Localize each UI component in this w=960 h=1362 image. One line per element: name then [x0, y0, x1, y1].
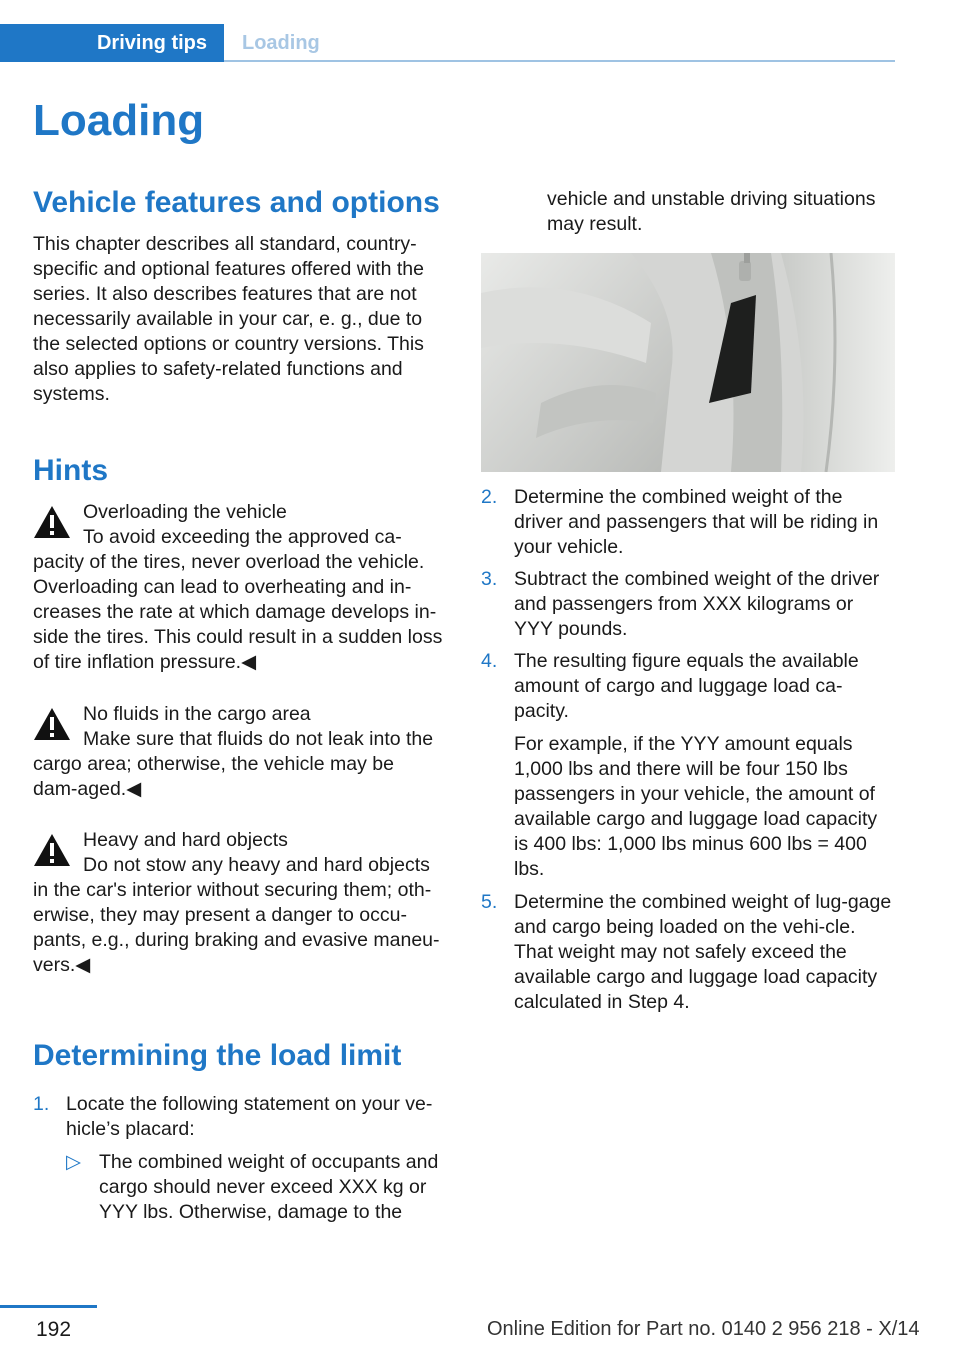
warning-title: Heavy and hard objects — [83, 829, 288, 851]
step-number: 5. — [481, 891, 498, 913]
warning-text: Make sure that fluids do not leak into the cargo area; otherwise, the vehicle may be dam-aged.◀ — [33, 728, 434, 800]
step-number: 1. — [33, 1093, 50, 1115]
bullet-text: The combined weight of occupants and cargo should never exceed XXX kg or YYY lbs. Otherwise, damage to the — [99, 1151, 439, 1223]
vehicle-features-text: This chapter describes all standard, country-specific and optional features offered with the series. It also describes features that are not necessarily available in your car, e. g., due to the selected options or country versions. This also applies to safety-related functions and systems. — [33, 233, 424, 405]
tab-loading[interactable]: Loading — [242, 31, 320, 54]
bullet-marker: ▷ — [66, 1151, 81, 1173]
list-item — [66, 1150, 446, 1225]
warning-text: Do not stow any heavy and hard objects in the car's interior without securing them; oth-erwise, they may present a danger to occu-pants, e.g., during braking and evasive maneu-vers.◀ — [33, 854, 440, 976]
warning-text: To avoid exceeding the approved ca-pacity of the tires, never overload the vehicle. Overloading can lead to overheating and in-creases the rate at which damage develops in-side the tires. This could result in a sudden loss of tire inflation pressure.◀ — [33, 526, 443, 673]
warning-triangle-icon — [33, 505, 71, 539]
page-number: 192 — [36, 1318, 72, 1341]
heading-load-limit: Determining the load limit — [33, 1039, 402, 1072]
example-text: For example, if the YYY amount equals 1,000 lbs and there will be four 150 lbs passengers in your vehicle, the amount of available cargo and luggage load capacity is 400 lbs: 1,000 lbs minus 600 lbs = 400 lbs. — [514, 733, 878, 880]
warning-triangle-icon — [33, 833, 71, 867]
step-number: 3. — [481, 568, 498, 590]
list-item — [481, 485, 895, 560]
list-item — [33, 1092, 445, 1142]
warning-heavy-objects — [33, 828, 443, 978]
warning-title: No fluids in the cargo area — [83, 703, 311, 725]
warning-fluids — [33, 702, 443, 802]
warning-overloading — [33, 500, 443, 675]
list-item — [481, 567, 895, 642]
step-text: Locate the following statement on your ve-hicle’s placard: — [66, 1093, 433, 1140]
warning-title: Overloading the vehicle — [83, 501, 287, 523]
heading-vehicle-features: Vehicle features and options — [33, 186, 440, 219]
list-item — [481, 890, 895, 1015]
bullet-continuation: vehicle and unstable driving situations may result. — [547, 188, 876, 235]
footer-rule — [0, 1305, 97, 1308]
step-text: Determine the combined weight of lug-gage and cargo being loaded on the vehi-cle. That weight may not safely exceed the available cargo and luggage load capacity calculated in Step 4. — [514, 891, 892, 1013]
door-pillar-image — [481, 253, 895, 472]
edition-text: Online Edition for Part no. 0140 2 956 218 - X/14 — [487, 1318, 920, 1340]
warning-triangle-icon — [33, 707, 71, 741]
step-text: Determine the combined weight of the driver and passengers that will be riding in your vehicle. — [514, 486, 879, 558]
header-tabs — [0, 24, 895, 62]
header-rule — [224, 60, 895, 62]
placard-photo — [481, 253, 895, 472]
page-title: Loading — [33, 96, 205, 145]
heading-hints: Hints — [33, 454, 108, 487]
step-text: Subtract the combined weight of the driver and passengers from XXX kilograms or YYY pounds. — [514, 568, 880, 640]
list-item — [481, 649, 895, 724]
step-text: The resulting figure equals the available amount of cargo and luggage load ca-pacity. — [514, 650, 859, 722]
tab-driving-tips[interactable]: Driving tips — [0, 24, 224, 62]
step-number: 4. — [481, 650, 498, 672]
step-number: 2. — [481, 486, 498, 508]
